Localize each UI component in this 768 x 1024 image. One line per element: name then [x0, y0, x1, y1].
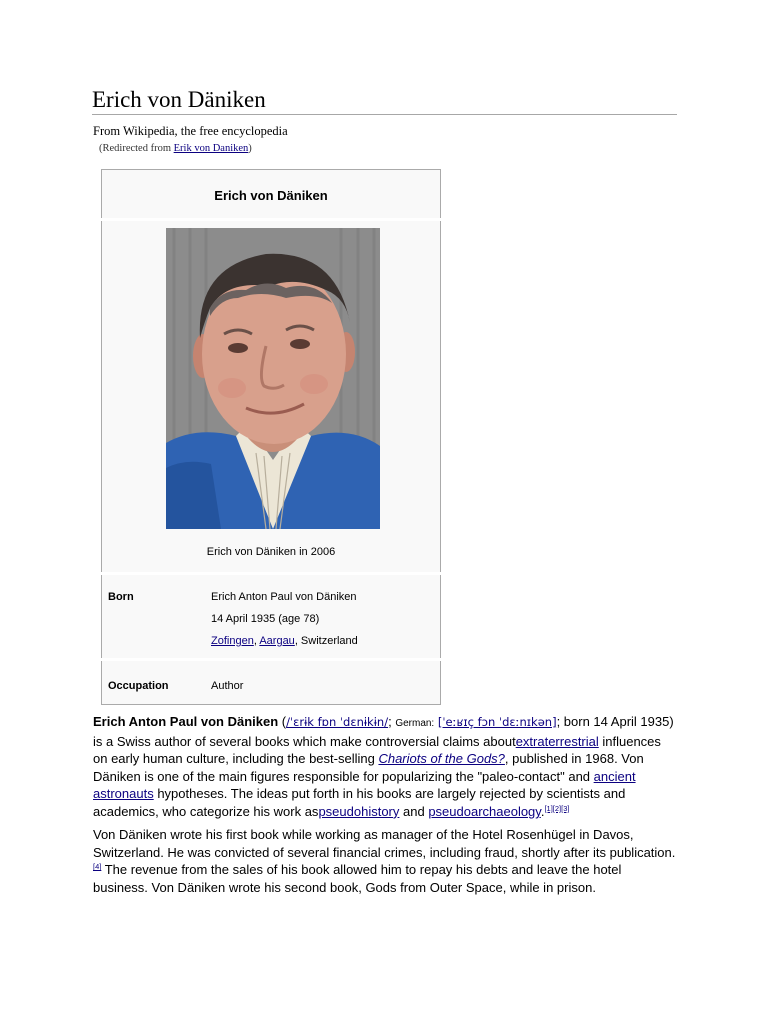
intro-text-5: and: [399, 803, 429, 819]
image-caption: Erich von Däniken in 2006: [206, 546, 336, 558]
born-date: 14 April 1935 (age 78): [211, 613, 320, 625]
intro-text-3: , published in 1968. Von Däniken is one of the main figures responsible for popularizing the "paleo-contact" and: [93, 751, 644, 784]
born-place: [211, 634, 358, 648]
infobox-divider: [101, 572, 443, 575]
born-place-separator: ,: [253, 635, 260, 647]
aargau-link[interactable]: Aargau: [259, 635, 295, 647]
infobox-divider: [101, 658, 443, 661]
intro-paragraph: [93, 713, 678, 821]
reference-1-link[interactable]: [1]: [544, 803, 553, 813]
infobox-divider: [101, 218, 443, 221]
occupation-value: Author: [211, 680, 244, 692]
pseudohistory-link[interactable]: pseudohistory: [318, 803, 400, 819]
pseudoarchaeology-link[interactable]: pseudoarchaeology: [428, 803, 541, 819]
extraterrestrial-link[interactable]: extraterrestrial: [515, 733, 599, 749]
ancient-astronauts-link[interactable]: ancient astronauts: [93, 768, 636, 802]
redirect-prefix: (Redirected from: [99, 143, 174, 154]
reference-2-link[interactable]: [2]: [552, 803, 562, 813]
intro-text-4: hypotheses. The ideas put forth in his books are largely rejected by scientists and academics, who categorize his work as: [93, 786, 626, 819]
para2-text-1: Von Däniken wrote his first book while working as manager of the Hotel Rosenhügel in Davos, Switzerland. He was convicted of several financial crimes, including fraud, shortly after its publication.: [93, 827, 676, 860]
born-place-country: , Switzerland: [294, 635, 358, 647]
reference-3-link[interactable]: [3]: [561, 803, 570, 813]
intro-text-2: influences on early human culture, including the best-selling: [93, 733, 661, 767]
site-tagline: From Wikipedia, the free encyclopedia: [93, 124, 288, 138]
redirect-suffix: ): [248, 143, 252, 154]
reference-4-link[interactable]: [4]: [93, 862, 102, 872]
redirect-source-link[interactable]: Erik von Daniken: [173, 143, 249, 154]
infobox: [101, 169, 441, 705]
para2-text-2: The revenue from the sales of his book allowed him to repay his debts and leave the hotel business. Von Däniken wrote his second book, Gods from Outer Space, while in prison.: [93, 862, 622, 895]
intro-text-1: ; born 14 April 1935) is a Swiss author of several books which make controversial claims about: [93, 714, 674, 749]
paren-open: (: [278, 714, 287, 729]
intro-text-6: .: [540, 803, 545, 819]
chariots-of-the-gods-link[interactable]: Chariots of the Gods?: [378, 751, 505, 767]
semicolon: ;: [388, 714, 396, 729]
redirect-note: [99, 142, 252, 156]
page-title: Erich von Däniken: [92, 86, 677, 115]
zofingen-link[interactable]: Zofingen: [211, 635, 254, 647]
infobox-title: Erich von Däniken: [214, 188, 328, 203]
portrait-photo[interactable]: [166, 228, 380, 529]
born-label: Born: [108, 591, 134, 603]
ipa-english-link[interactable]: /ˈɛrɨk fɒn ˈdɛnɨkɨn/: [286, 715, 389, 729]
german-label: German:: [395, 718, 435, 729]
born-name: Erich Anton Paul von Däniken: [211, 591, 357, 603]
ipa-german-link[interactable]: [ˈeːʁɪç fɔn ˈdɛːnɪkən]: [437, 715, 557, 729]
subject-name: Erich Anton Paul von Däniken: [93, 714, 279, 729]
occupation-label: Occupation: [108, 680, 169, 692]
second-paragraph: [93, 826, 678, 896]
